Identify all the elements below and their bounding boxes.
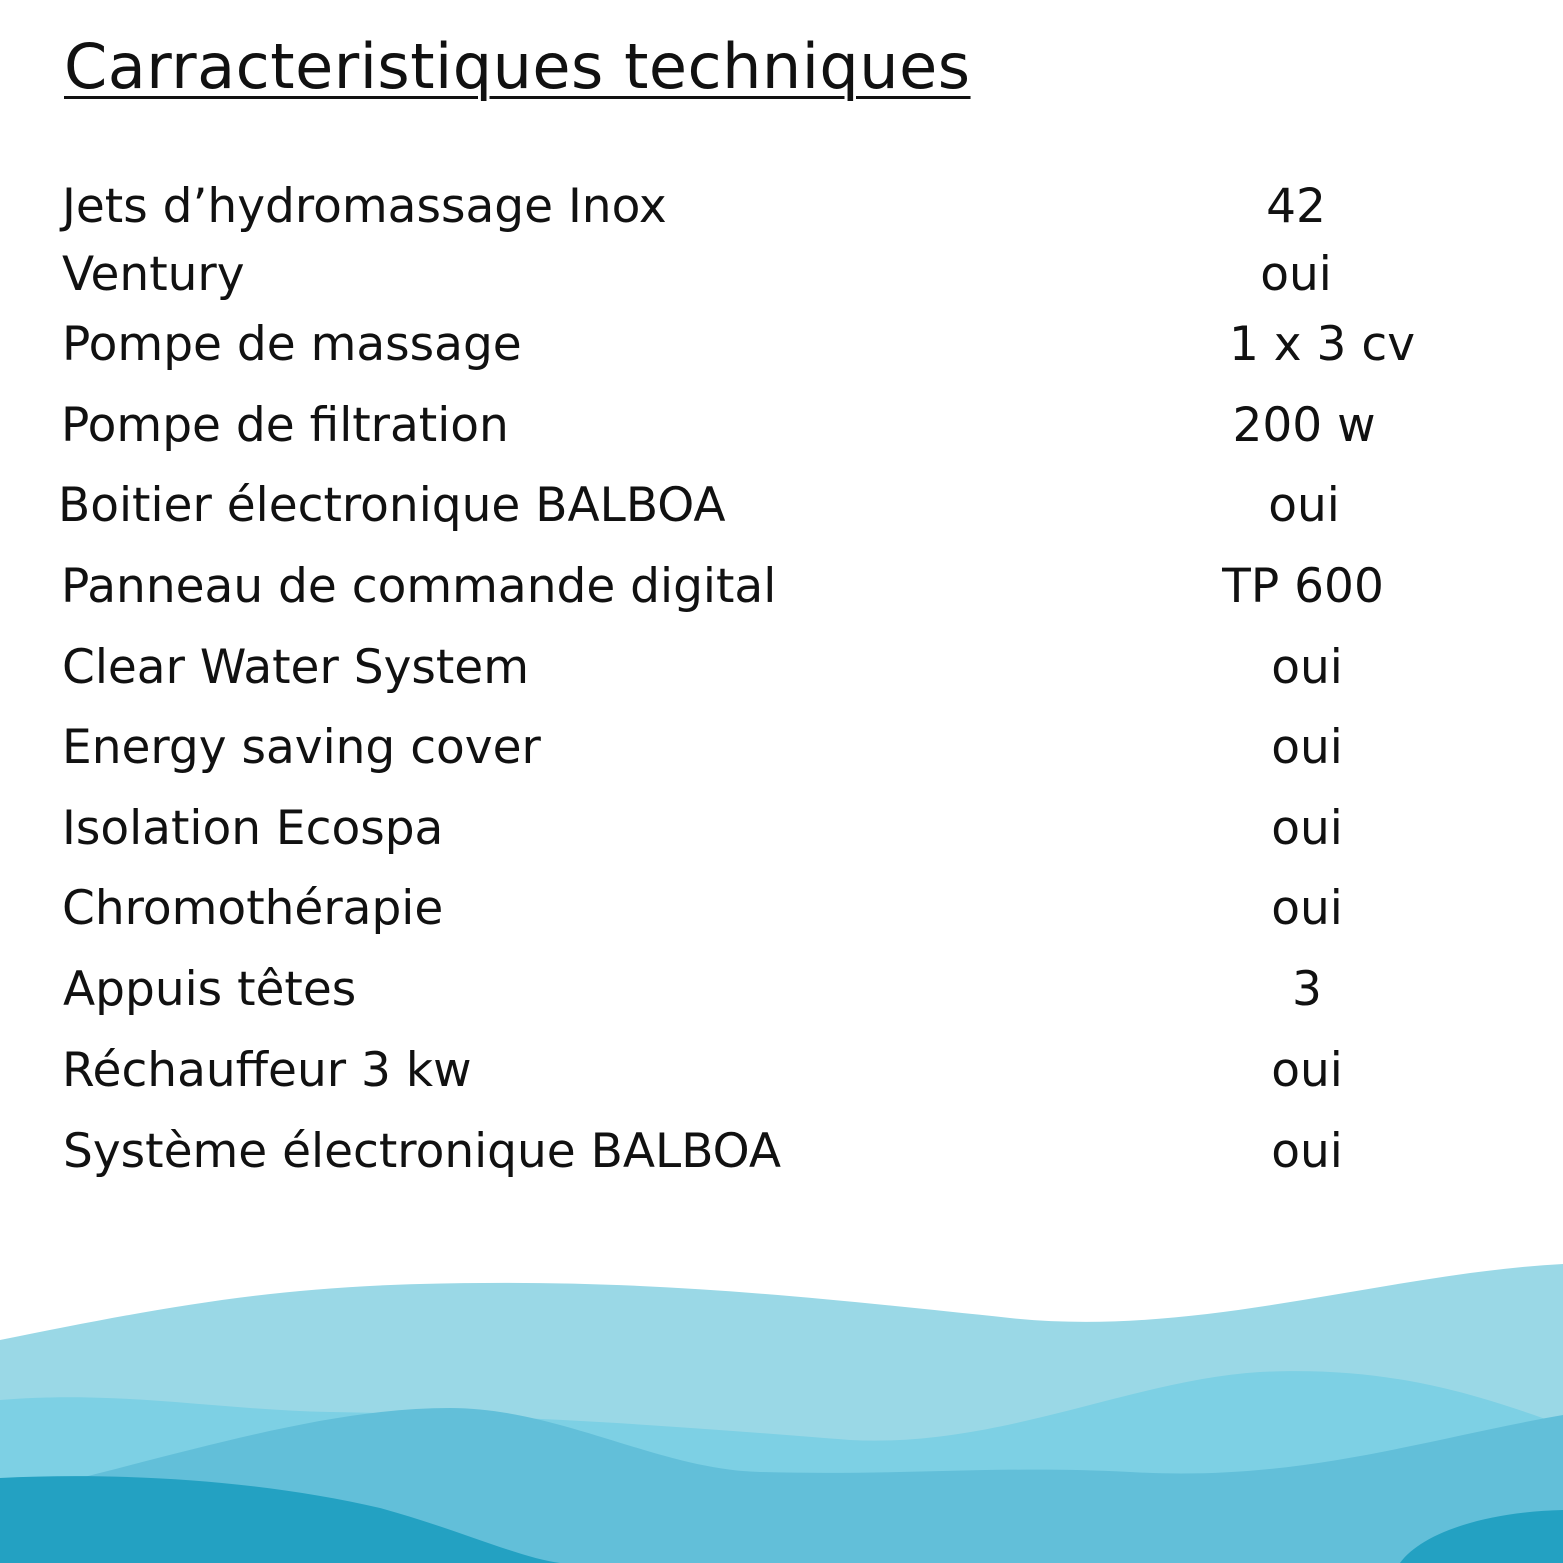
spec-label-boitier: Boitier électronique BALBOA [58,478,726,533]
spec-label-pompe-filtration: Pompe de filtration [61,398,509,453]
decorative-waves [0,1240,1563,1563]
spec-value-pompe-filtration: 200 w [1232,398,1376,453]
spec-label-energy-cover: Energy saving cover [62,720,541,775]
spec-value-clear-water: oui [1271,640,1343,695]
spec-label-jets: Jets d’hydromassage Inox [62,179,667,234]
spec-value-rechauffeur: oui [1271,1043,1343,1098]
spec-label-panneau: Panneau de commande digital [61,559,777,614]
spec-label-systeme: Système électronique BALBOA [63,1124,781,1179]
spec-label-pompe-massage: Pompe de massage [62,317,522,372]
spec-label-isolation: Isolation Ecospa [62,801,444,856]
page-title: Carracteristiques techniques [64,30,971,103]
spec-value-jets: 42 [1266,179,1326,234]
spec-value-panneau: TP 600 [1222,559,1384,614]
spec-value-ventury: oui [1260,247,1332,302]
spec-value-chromotherapie: oui [1271,881,1343,936]
spec-label-appuis-tetes: Appuis têtes [63,962,357,1017]
spec-value-appuis-tetes: 3 [1292,962,1322,1017]
spec-label-rechauffeur: Réchauffeur 3 kw [62,1043,472,1098]
spec-label-chromotherapie: Chromothérapie [62,881,444,936]
spec-value-pompe-massage: 1 x 3 cv [1228,317,1416,372]
spec-label-ventury: Ventury [62,247,245,302]
spec-value-isolation: oui [1271,801,1343,856]
spec-value-energy-cover: oui [1271,720,1343,775]
spec-value-systeme: oui [1271,1124,1343,1179]
spec-label-clear-water: Clear Water System [62,640,529,695]
spec-value-boitier: oui [1268,478,1340,533]
